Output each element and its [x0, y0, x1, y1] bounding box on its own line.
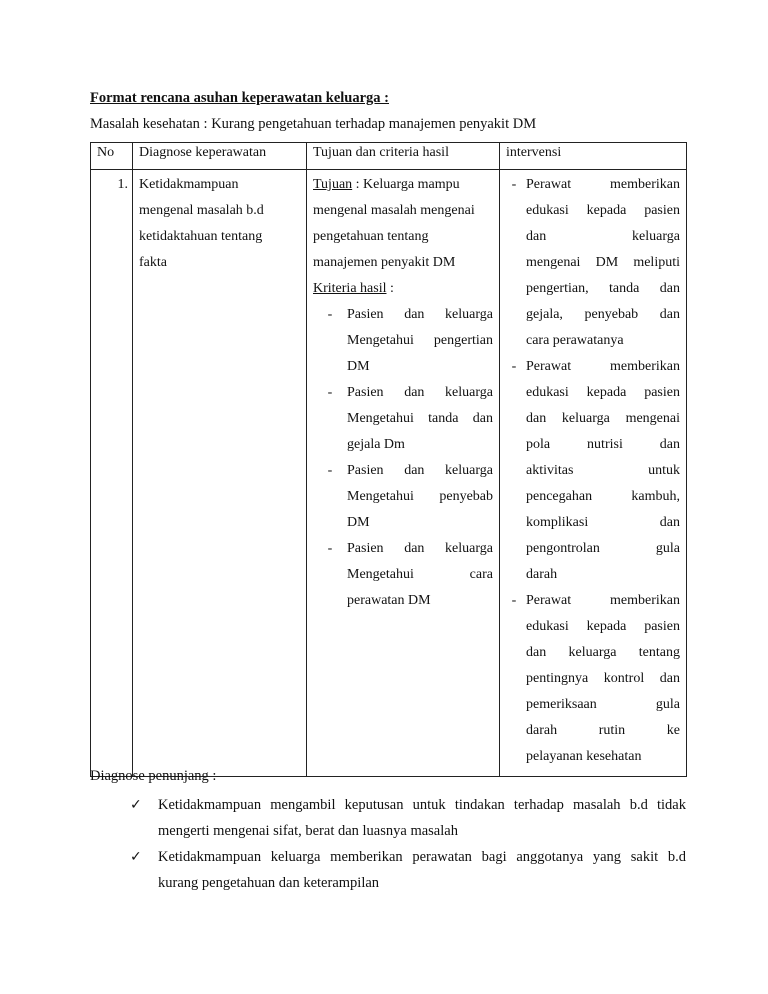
intervention-line: aktivitas untuk: [526, 463, 680, 478]
criteria-line: Mengetahui penyebab: [347, 489, 493, 504]
goal-line: pengetahuan tentang: [313, 229, 429, 244]
intervention-line: Perawat memberikan: [526, 359, 680, 374]
bullet-dash: -: [511, 593, 517, 608]
criteria-line: Mengetahui tanda dan: [347, 411, 493, 426]
intervention-line: pola nutrisi dan: [526, 437, 680, 452]
intervention-item: [502, 588, 680, 770]
header-diagnosis: Diagnose keperawatan: [133, 143, 307, 170]
list-item-line: mengerti mengenai sifat, berat dan luasnya masalah: [158, 823, 458, 839]
criteria-line: perawatan DM: [347, 593, 431, 608]
list-item-line: Ketidakmampuan mengambil keputusan untuk tindakan terhadap masalah b.d tidak: [158, 797, 686, 813]
criteria-line: Pasien dan keluarga: [347, 385, 493, 400]
list-item-line: kurang pengetahuan dan keterampilan: [158, 875, 380, 891]
criteria-line: Mengetahui pengertian: [347, 333, 493, 348]
intervention-line: pengertian, tanda dan: [526, 281, 680, 296]
criteria-item: [313, 536, 493, 614]
list-item: [130, 792, 686, 844]
criteria-item: [313, 302, 493, 380]
row-number-cell: [91, 170, 133, 777]
intervention-line: cara perawatanya: [526, 333, 624, 348]
intervention-line: gejala, penyebab dan: [526, 307, 680, 322]
intervention-line: edukasi kepada pasien: [526, 619, 680, 634]
health-problem-line: Masalah kesehatan : Kurang pengetahuan terhadap manajemen penyakit DM: [90, 116, 537, 132]
criteria-suffix: :: [386, 281, 394, 296]
criteria-line: DM: [347, 359, 370, 374]
care-plan-table: [90, 142, 687, 777]
intervention-line: dan keluarga mengenai: [526, 411, 680, 426]
bullet-dash: -: [511, 177, 517, 192]
criteria-line: gejala Dm: [347, 437, 405, 452]
intervention-line: pentingnya kontrol dan: [526, 671, 680, 686]
intervention-line: pencegahan kambuh,: [526, 489, 680, 504]
list-item: [130, 844, 686, 896]
checkmark-icon: ✓: [130, 849, 142, 865]
goal-label: Tujuan: [313, 177, 353, 192]
criteria-line: Pasien dan keluarga: [347, 307, 493, 322]
table-header-row: [91, 143, 687, 170]
diagnosis-line: ketidaktahuan tentang: [139, 229, 263, 244]
header-goal: Tujuan dan criteria hasil: [307, 143, 500, 170]
diagnosis-line: mengenal masalah b.d: [139, 203, 264, 218]
intervention-line: edukasi kepada pasien: [526, 203, 680, 218]
intervention-line: pemeriksaan gula: [526, 697, 680, 712]
header-no: No: [91, 143, 133, 170]
bullet-dash: -: [327, 541, 333, 556]
intervention-line: dan keluarga tentang: [526, 645, 680, 660]
diagnosis-line: Ketidakmampuan: [139, 177, 239, 192]
goal-first-line: [313, 172, 493, 198]
intervention-item: [502, 354, 680, 588]
intervention-line: dan keluarga: [526, 229, 680, 244]
page-title: Format rencana asuhan keperawatan keluarga :: [90, 90, 389, 106]
intervention-cell: [500, 170, 687, 777]
intervention-line: darah rutin ke: [526, 723, 680, 738]
bullet-dash: -: [327, 463, 333, 478]
bullet-dash: -: [327, 385, 333, 400]
bullet-dash: -: [327, 307, 333, 322]
intervention-line: komplikasi dan: [526, 515, 680, 530]
criteria-line: Pasien dan keluarga: [347, 541, 493, 556]
criteria-label: Kriteria hasil: [313, 281, 387, 296]
criteria-line: Mengetahui cara: [347, 567, 493, 582]
criteria-line: Pasien dan keluarga: [347, 463, 493, 478]
intervention-line: pelayanan kesehatan: [526, 749, 642, 764]
list-item-line: Ketidakmampuan keluarga memberikan perawatan bagi anggotanya yang sakit b.d: [158, 849, 686, 865]
table-row: [91, 170, 687, 777]
diagnosis-cell: [133, 170, 307, 777]
criteria-item: [313, 458, 493, 536]
goal-line: mengenal masalah mengenai: [313, 203, 475, 218]
intervention-line: mengenai DM meliputi: [526, 255, 680, 270]
intervention-item: [502, 172, 680, 354]
row-number: 1.: [117, 177, 128, 192]
bullet-dash: -: [511, 359, 517, 374]
goal-cell: [307, 170, 500, 777]
supporting-diagnosis-list: [130, 792, 686, 896]
criteria-item: [313, 380, 493, 458]
diagnosis-line: fakta: [139, 255, 167, 270]
intervention-line: Perawat memberikan: [526, 593, 680, 608]
intervention-line: edukasi kepada pasien: [526, 385, 680, 400]
intervention-line: darah: [526, 567, 558, 582]
intervention-line: Perawat memberikan: [526, 177, 680, 192]
header-intervention: intervensi: [500, 143, 687, 170]
goal-line: manajemen penyakit DM: [313, 255, 456, 270]
goal-text: : Keluarga mampu: [352, 177, 460, 192]
criteria-line: DM: [347, 515, 370, 530]
criteria-heading: [313, 276, 493, 302]
supporting-diagnosis-label: Diagnose penunjang :: [90, 768, 217, 784]
intervention-line: pengontrolan gula: [526, 541, 680, 556]
checkmark-icon: ✓: [130, 797, 142, 813]
